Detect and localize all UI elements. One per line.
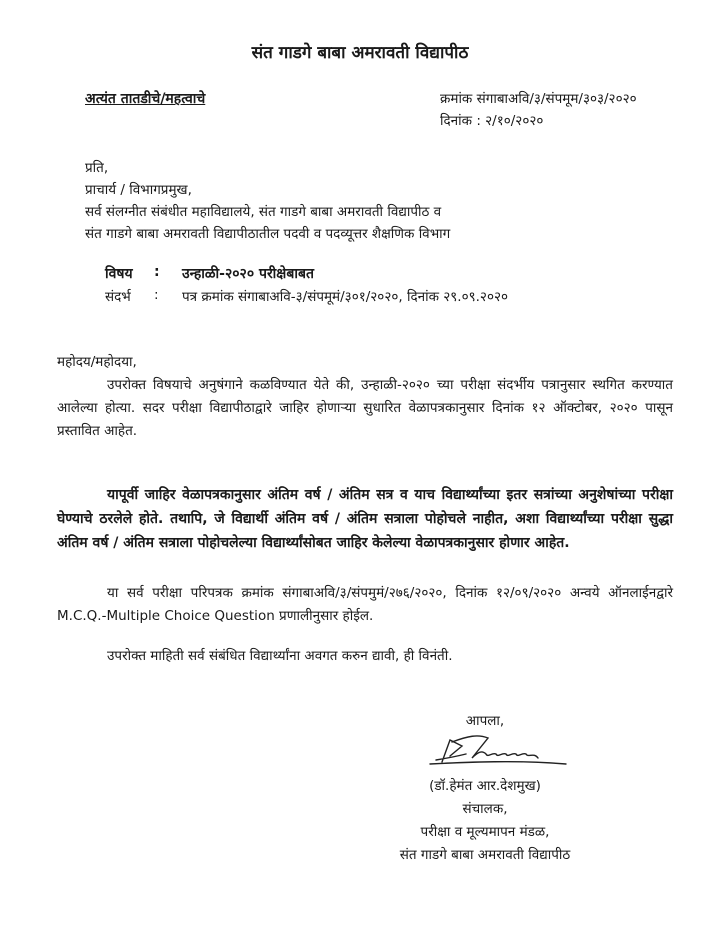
reference-text: पत्र क्रमांक संगाबाअवि-३/संपमूमं/३०१/२०२०, दिनांक २९.०९.२०२० [182,289,509,305]
reference-separator: : [154,287,159,303]
valediction: आपला, [465,713,505,729]
recipient-line: प्रति, [85,160,109,176]
body-paragraph: या सर्व परीक्षा परिपत्रक क्रमांक संगाबाअवि/३/संपमुमं/२७६/२०२०, दिनांक १२/०९/२०२० अन्वये ऑनलाईनद्वारे M.C.Q.-Multiple Choice Question प्रणालीनुसार होईल. [57,585,673,624]
signatory-name: (डॉ.हेमंत आर.देशमुख) [429,778,541,794]
reference-label: संदर्भ [105,289,131,305]
recipient-line: प्राचार्य / विभागप्रमुख, [85,182,192,198]
subject-text: उन्हाळी-२०२० परीक्षेबाबत [182,266,314,282]
recipient-line: सर्व संलग्नीत संबंधीत महाविद्यालये, संत गाडगे बाबा अमरावती विद्यापीठ व [85,204,442,220]
signatory-designation: संचालक, [462,801,508,817]
signatory-institution: संत गाडगे बाबा अमरावती विद्यापीठ [399,847,571,863]
signatory-department: परीक्षा व मूल्यमापन मंडळ, [420,824,550,840]
subject-separator: : [154,264,160,280]
body-paragraph: उपरोक्त माहिती सर्व संबंधित विद्यार्थ्यांना अवगत करुन द्यावी, ही विनंती. [107,648,453,664]
salutation: महोदय/महोदया, [57,354,137,370]
university-title: संत गाडगे बाबा अमरावती विद्यापीठ [251,43,469,63]
urgency-label: अत्यंत तातडीचे/महत्वाचे [85,91,206,107]
subject-label: विषय [105,266,133,282]
body-paragraph: उपरोक्त विषयाचे अनुषंगाने कळविण्यात येते की, उन्हाळी-२०२० च्या परीक्षा संदर्भीय पत्रानुसार स्थगित करण्यात आलेल्या होत्या. सदर परीक्षा विद्यापीठाद्वारे जाहिर होणाऱ्या सुधारित वेळापत्रकानुसार दिनांक १२ ऑक्टोबर, २०२० पासून प्रस्तावित आहेत. [57,377,673,439]
recipient-line: संत गाडगे बाबा अमरावती विद्यापीठातील पदवी व पदव्यूत्तर शैक्षणिक विभाग [85,226,451,242]
body-paragraph-bold: यापूर्वी जाहिर वेळापत्रकानुसार अंतिम वर्ष / अंतिम सत्र व याच विद्यार्थ्यांच्या इतर सत्रांच्या अनुशेषांच्या परीक्षा घेण्याचे ठरलेले होते. तथापि, जे विद्यार्थी अंतिम वर्ष / अंतिम सत्राला पोहोचले नाहीत, अशा विद्यार्थ्यांच्या परीक्षा सुद्धा अंतिम वर्ष / अंतिम सत्राला पोहोचलेल्या विद्यार्थ्यांसोबत जाहिर केलेल्या वेळापत्रकानुसार होणार आहेत. [57,487,673,551]
letter-date: दिनांक : २/१०/२०२० [440,113,544,129]
reference-number: क्रमांक संगाबाअवि/३/संपमूम/३०३/२०२० [440,91,637,107]
handwritten-signature [428,732,568,772]
